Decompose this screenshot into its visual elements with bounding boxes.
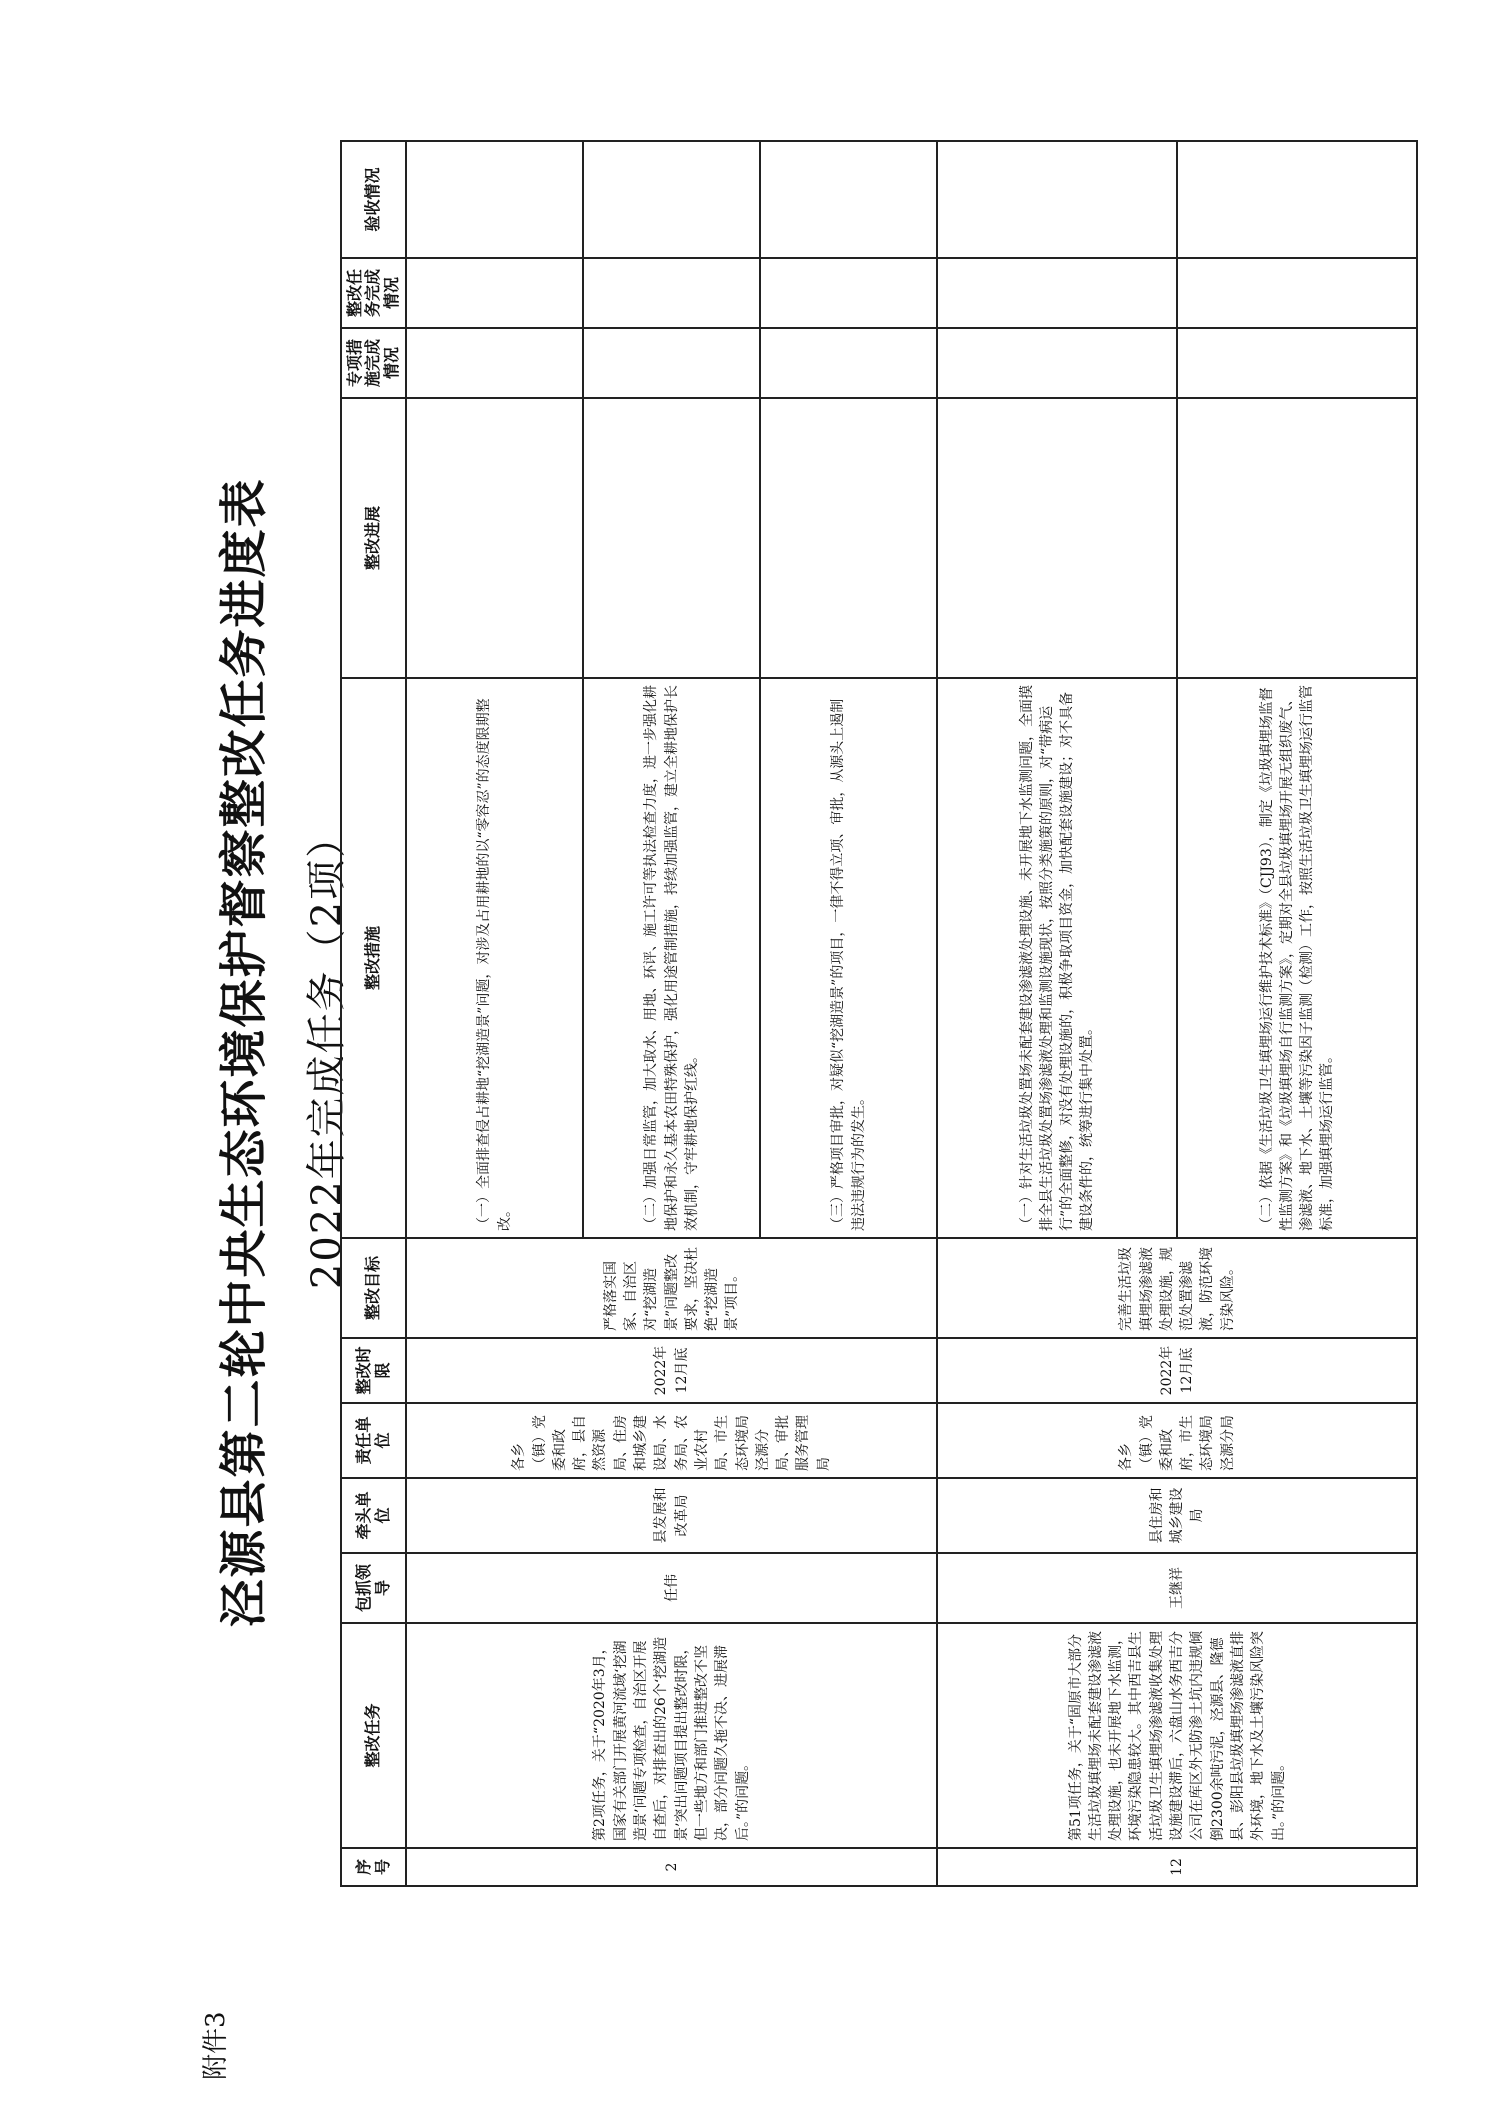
header-lead-unit: 牵头单位 [341, 1478, 406, 1553]
cell-special-status [1177, 328, 1417, 398]
header-deadline: 整改时限 [341, 1338, 406, 1403]
document-title: 泾源县第二轮中央生态环境保护督察整改任务进度表 [216, 477, 272, 1628]
cell-progress [760, 398, 937, 678]
cell-lead-unit: 县住房和城乡建设局 [937, 1478, 1417, 1553]
cell-progress [406, 398, 583, 678]
cell-measure: （一）针对生活垃圾处置场未配套建设渗滤液处理设施、未开展地下水监测问题，全面摸排全县生活垃圾处置场渗滤液处理和监测设施现状，按照分类施策的原则，对“带病运行”的全面整修，对没有处理设施的，积极争取项目资金，加快配套设施建设；对不具备建设条件的，统筹进行集中处置。 [937, 678, 1177, 1238]
cell-measure: （二）加强日常监管，加大取水、用地、环评、施工许可等执法检查力度，进一步强化耕地保护和永久基本农田特殊保护，强化用途管制措施，持续加强监管，建立全耕地保护长效机制，守牢耕地保护红线。 [583, 678, 760, 1238]
attachment-label: 附件3 [201, 2011, 231, 2080]
cell-task-status [406, 258, 583, 328]
header-measures: 整改措施 [341, 678, 406, 1238]
cell-task-status [583, 258, 760, 328]
cell-no: 2 [406, 1848, 937, 1886]
cell-leader: 王继祥 [937, 1553, 1417, 1623]
header-goal: 整改目标 [341, 1238, 406, 1338]
cell-acceptance [937, 141, 1177, 258]
header-no: 序号 [341, 1848, 406, 1886]
table-row [406, 141, 583, 1886]
cell-progress [937, 398, 1177, 678]
header-row [341, 141, 406, 1886]
table-row [937, 141, 1177, 1886]
header-task-status: 整改任务完成情况 [341, 258, 406, 328]
cell-deadline: 2022年12月底 [937, 1338, 1417, 1403]
cell-deadline: 2022年12月底 [406, 1338, 937, 1403]
header-acceptance: 验收情况 [341, 141, 406, 258]
cell-acceptance [583, 141, 760, 258]
cell-special-status [583, 328, 760, 398]
cell-goal: 完善生活垃圾填埋场渗滤液处理设施，规范处置渗滤液，防范环境污染风险。 [937, 1238, 1417, 1338]
cell-task-status [937, 258, 1177, 328]
cell-lead-unit: 县发展和改革局 [406, 1478, 937, 1553]
cell-task-status [1177, 258, 1417, 328]
header-progress: 整改进展 [341, 398, 406, 678]
cell-task-status [760, 258, 937, 328]
header-leader: 包抓领导 [341, 1553, 406, 1623]
cell-special-status [406, 328, 583, 398]
cell-special-status [760, 328, 937, 398]
cell-acceptance [406, 141, 583, 258]
cell-resp-unit: 各乡（镇）党委和政府，市生态环境局泾源分局 [937, 1403, 1417, 1478]
cell-measure: （二）依据《生活垃圾卫生填埋场运行维护技术标准》（CJJ93），制定《垃圾填埋场监督性监测方案》和《垃圾填埋场自行监测方案》，定期对全县垃圾填埋场开展无组织废气、渗滤液、地下水、土壤等污染因子监测（检测）工作，按照生活垃圾卫生填埋场运行监管标准，加强填埋场运行监管。 [1177, 678, 1417, 1238]
document-subtitle: 2022年完成任务（2项） [304, 815, 350, 1290]
cell-acceptance [760, 141, 937, 258]
cell-measure: （三）严格项目审批，对疑似“挖湖造景”的项目，一律不得立项、审批，从源头上遏制违法违规行为的发生。 [760, 678, 937, 1238]
cell-leader: 任伟 [406, 1553, 937, 1623]
cell-progress [583, 398, 760, 678]
rectification-table [340, 140, 1418, 1887]
cell-progress [1177, 398, 1417, 678]
cell-task: 第2项任务，关于“2020年3月，国家有关部门开展黄河流域‘挖湖造景’问题专项检查，自治区开展自查后，对排查出的26个‘挖湖造景’突出问题项目提出整改时限，但一些地方和部门推进整改不坚决，部分问题久拖不决、进展滞后。”的问题。 [406, 1623, 937, 1848]
cell-no: 12 [937, 1848, 1417, 1886]
cell-resp-unit: 各乡（镇）党委和政府，县自然资源局、住房和城乡建设局、水务局、农业农村局、市生态环境局泾源分局、审批服务管理局 [406, 1403, 937, 1478]
header-resp-unit: 责任单位 [341, 1403, 406, 1478]
cell-goal: 严格落实国家、自治区对“挖湖造景”问题整改要求，坚决杜绝“挖湖造景”项目。 [406, 1238, 937, 1338]
cell-special-status [937, 328, 1177, 398]
header-special-status: 专项措施完成情况 [341, 328, 406, 398]
cell-measure: （一）全面排查侵占耕地“挖湖造景”问题，对涉及占用耕地的以“零容忍”的态度限期整改。 [406, 678, 583, 1238]
cell-task: 第51项任务，关于“固原市大部分生活垃圾填埋场未配套建设渗滤液处理设施，也未开展地下水监测，环境污染隐患较大。其中西吉县生活垃圾卫生填埋场渗滤液收集处理设施建设滞后，六盘山水务西吉分公司在库区外无防渗土坑内违规倾倒2300余吨污泥，泾源县、隆德县、彭阳县垃圾填埋场渗滤液直排外环境，地下水及土壤污染风险突出。”的问题。 [937, 1623, 1417, 1848]
cell-acceptance [1177, 141, 1417, 258]
header-task: 整改任务 [341, 1623, 406, 1848]
